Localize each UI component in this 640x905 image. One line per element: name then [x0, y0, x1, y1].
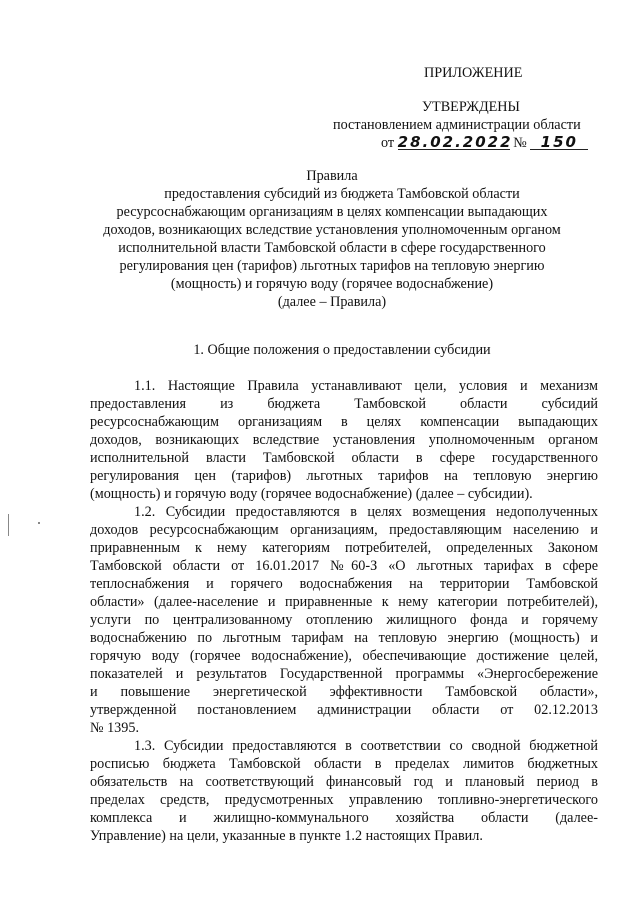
title-line-4: исполнительной власти Тамбовской области в сфере государственного — [118, 240, 546, 256]
body-line: регулирования цен (тарифов) льготных тарифов на тепловую энергию — [90, 468, 598, 484]
body-line: пределах средств, предусмотренных управлению топливно-энергетического — [90, 792, 598, 808]
handwritten-number: 150 — [530, 135, 588, 150]
body-line: горячую воду (горячее водоснабжение), обеспечивающие достижение целей, — [90, 648, 598, 664]
from-label: от — [381, 135, 395, 151]
body-line: Управление) на цели, указанные в пункте 1.2 настоящих Правил. — [90, 828, 483, 844]
body-line: приравненным к нему категориям потребителей, определенных Законом — [90, 540, 598, 556]
scan-mark — [8, 514, 9, 536]
body-line: области» (далее-население и приравненные к нему категории потребителей), — [90, 594, 598, 610]
body-line: водоснабжению по льготным тарифам на тепловую энергию (мощность) и — [90, 630, 598, 646]
title-line-6: (мощность) и горячую воду (горячее водоснабжение) — [170, 276, 494, 292]
body-line: № 1395. — [90, 720, 140, 736]
approved-label: УТВЕРЖДЕНЫ — [422, 99, 520, 115]
body-line: 1.1. Настоящие Правила устанавливают цели, условия и механизм — [134, 378, 598, 394]
handwritten-date: 28.02.2022 — [397, 133, 513, 151]
body-line: доходов, возникающих вследствие установления уполномоченным органом — [90, 432, 598, 448]
title-word: Правила — [306, 168, 358, 184]
body-line: предоставления из бюджета Тамбовской области субсидий — [90, 396, 598, 412]
body-line: 1.2. Субсидии предоставляются в целях возмещения недополученных — [134, 504, 598, 520]
scan-mark — [38, 522, 40, 524]
body-line: Тамбовской области от 16.01.2017 №60-З «О льготных тарифах в сфере — [90, 558, 598, 574]
body-line: исполнительной власти Тамбовской области в сфере государственного — [90, 450, 598, 466]
body-line: ресурсоснабжающим организациям в целях компенсации выпадающих — [90, 414, 598, 430]
body-line: показателей и результатов Государственной программы «Энергосбережение — [90, 666, 598, 682]
decree-date-line — [381, 134, 588, 152]
body-line: и повышение энергетической эффективности Тамбовской области», — [90, 684, 598, 700]
title-line-3: доходов, возникающих вследствие установления уполномоченным органом — [103, 222, 561, 238]
body-line: росписью бюджета Тамбовской области в пределах лимитов бюджетных — [90, 756, 598, 772]
title-line-1: предоставления субсидий из бюджета Тамбовской области — [164, 186, 520, 202]
number-label: № — [513, 135, 527, 151]
body-line: услуги по централизованному отоплению жилищного фонда и горячему — [90, 612, 598, 628]
body-line: утвержденной постановлением администрации области от 02.12.2013 — [90, 702, 598, 718]
body-line: теплоснабжения и горячего водоснабжения на территории Тамбовской — [90, 576, 598, 592]
body-line: доходов ресурсоснабжающим организациям, предоставляющим населению и — [90, 522, 598, 538]
body-line: обязательств на соответствующий финансовый год и плановый период в — [90, 774, 598, 790]
appendix-label: ПРИЛОЖЕНИЕ — [424, 65, 523, 81]
title-line-2: ресурсоснабжающим организациям в целях компенсации выпадающих — [116, 204, 548, 220]
title-line-7: (далее – Правила) — [277, 294, 387, 310]
section-heading: 1. Общие положения о предоставлении субсидии — [193, 342, 491, 358]
decree-line: постановлением администрации области — [333, 117, 581, 133]
body-line: 1.3. Субсидии предоставляются в соответствии со сводной бюджетной — [134, 738, 598, 754]
title-line-5: регулирования цен (тарифов) льготных тарифов на тепловую энергию — [119, 258, 545, 274]
body-line: (мощность) и горячую воду (горячее водоснабжение) (далее – субсидии). — [90, 486, 533, 502]
body-line: комплекса и жилищно-коммунального хозяйства области (далее- — [90, 810, 598, 826]
